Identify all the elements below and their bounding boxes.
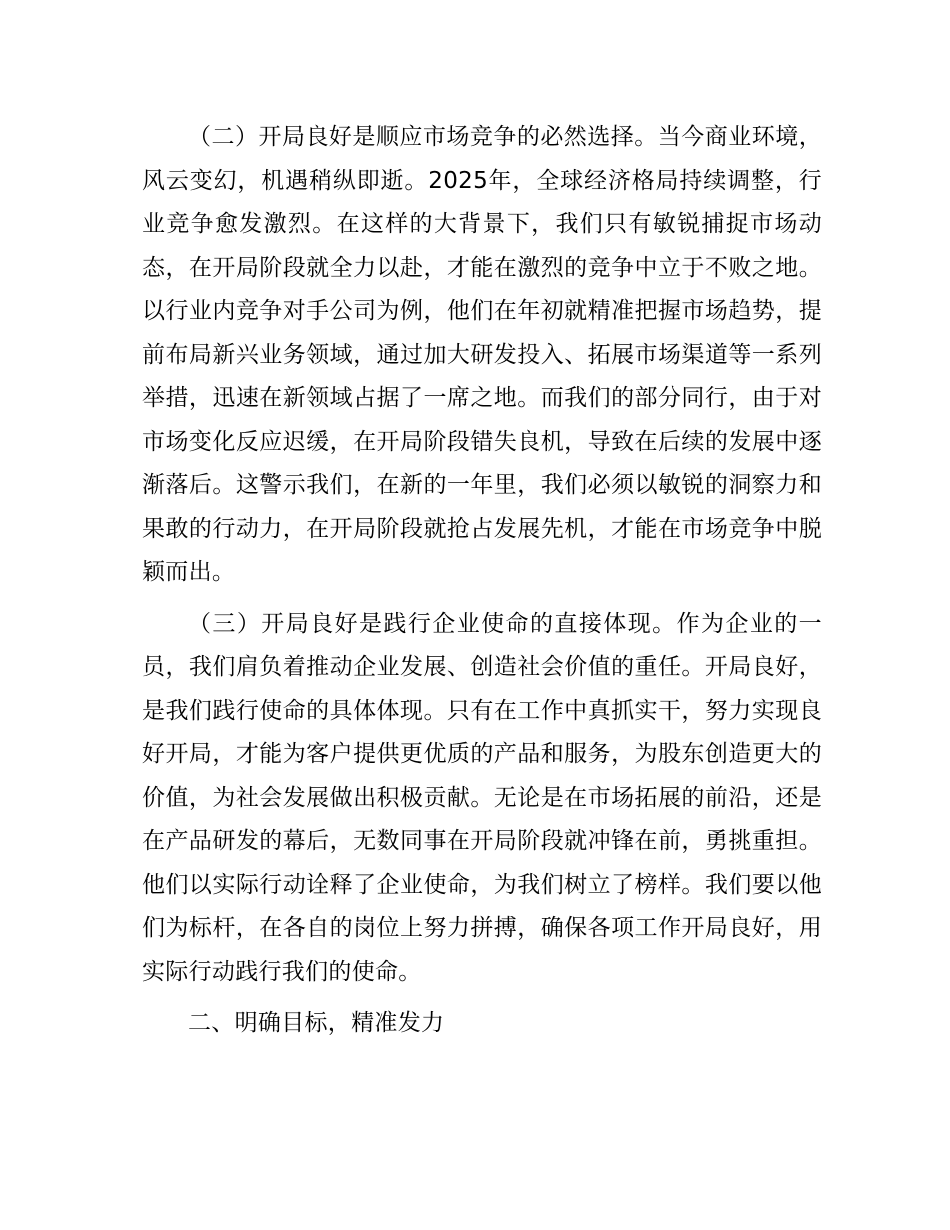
- paragraph-market-competition: （二）开局良好是顺应市场竞争的必然选择。当今商业环境，风云变幻，机遇稍纵即逝。2025年，全球经济格局持续调整，行业竞争愈发激烈。在这样的大背景下，我们只有敏锐捕捉市场动态，在开局阶段就全力以赴，才能在激烈的竞争中立于不败之地。以行业内竞争对手公司为例，他们在年初就精准把握市场趋势，提前布局新兴业务领域，通过加大研发投入、拓展市场渠道等一系列举措，迅速在新领域占据了一席之地。而我们的部分同行，由于对市场变化反应迟缓，在开局阶段错失良机，导致在后续的发展中逐渐落后。这警示我们，在新的一年里，我们必须以敏锐的洞察力和果敢的行动力，在开局阶段就抢占发展先机，才能在市场竞争中脱颖而出。: [142, 124, 822, 585]
- paragraph-enterprise-mission: （三）开局良好是践行企业使命的直接体现。作为企业的一员，我们肩负着推动企业发展、创造社会价值的重任。开局良好，是我们践行使命的具体体现。只有在工作中真抓实干，努力实现良好开局，才能为客户提供更优质的产品和服务，为股东创造更大的价值，为社会发展做出积极贡献。无论是在市场拓展的前沿，还是在产品研发的幕后，无数同事在开局阶段就冲锋在前，勇挑重担。他们以实际行动诠释了企业使命，为我们树立了榜样。我们要以他们为标杆，在各自的岗位上努力拼搏，确保各项工作开局良好，用实际行动践行我们的使命。: [142, 610, 822, 985]
- document-body: [142, 116, 822, 1046]
- section-heading: 二、明确目标，精准发力: [188, 1010, 445, 1036]
